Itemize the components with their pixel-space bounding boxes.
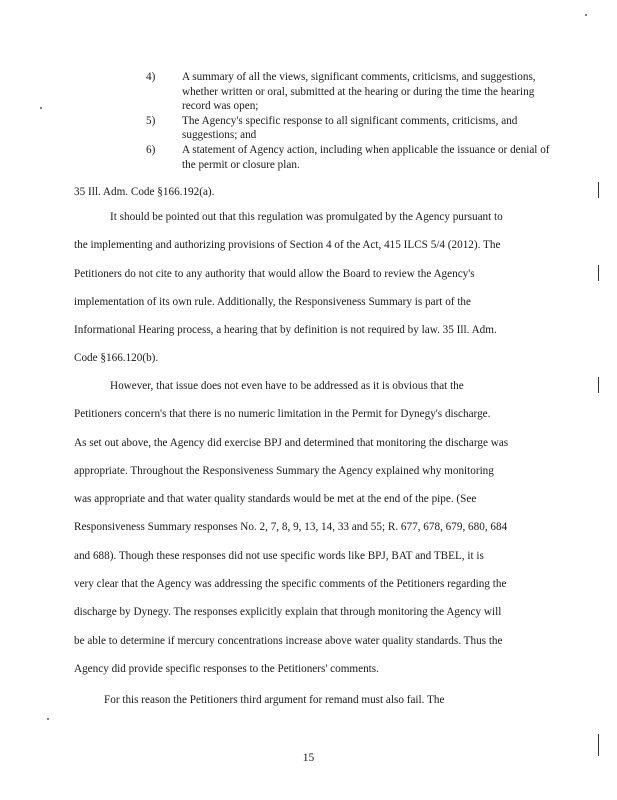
paragraph-line: For this reason the Petitioners third argument for remand must also fail. The: [104, 694, 445, 706]
paragraph-line: Agency did provide specific responses to the Petitioners' comments.: [74, 662, 379, 675]
paragraph-line: As set out above, the Agency did exercise BPJ and determined that monitoring the discharge was: [74, 436, 509, 449]
list-item: [146, 143, 556, 172]
scan-speck: [40, 107, 42, 109]
list-item-text: A summary of all the views, significant comments, criticisms, and suggestions, whether written or oral, submitted at the hearing or during the time the hearing record was open;: [182, 71, 536, 113]
paragraph-line: very clear that the Agency was addressing the specific comments of the Petitioners regarding the: [74, 578, 507, 591]
paragraph-line: discharge by Dynegy. The responses explicitly explain that through monitoring the Agency will: [74, 606, 502, 619]
page-number: 15: [302, 752, 315, 764]
paragraph-line: Informational Hearing process, a hearing that by definition is not required by law. 35 Ill. Adm.: [74, 324, 497, 337]
paragraph-line: and 688). Though these responses did not use specific words like BPJ, BAT and TBEL, it is: [74, 549, 484, 562]
paragraph-regulation: [74, 203, 554, 373]
paragraph-line: Code §166.120(b).: [74, 352, 159, 365]
numbered-list: [146, 70, 556, 172]
paragraph-line: was appropriate and that water quality standards would be met at the end of the pipe. (See: [74, 493, 477, 506]
list-item-number: 5): [146, 114, 156, 127]
paragraph-responses: [74, 372, 554, 683]
scan-mark: [598, 377, 599, 393]
paragraph-line: It should be pointed out that this regulation was promulgated by the Agency pursuant to: [110, 211, 503, 223]
citation-text: 35 Ill. Adm. Code §166.192(a).: [74, 186, 215, 198]
scan-mark: [598, 265, 599, 281]
paragraph-line: appropriate. Throughout the Responsiveness Summary the Agency explained why monitoring: [74, 464, 494, 477]
list-item-text: A statement of Agency action, including when applicable the issuance or denial of the permit or closure plan.: [182, 143, 550, 171]
scan-speck: [47, 718, 49, 720]
list-item-number: 6): [146, 143, 156, 156]
list-item-number: 4): [146, 71, 156, 83]
scan-mark: [598, 734, 599, 756]
paragraph-line: Petitioners concern's that there is no numeric limitation in the Permit for Dynegy's discharge.: [74, 408, 491, 421]
scan-speck: [585, 14, 587, 16]
scan-mark: [598, 182, 599, 198]
paragraph-conclusion: [74, 686, 554, 714]
list-item: [146, 70, 556, 114]
list-item: [146, 114, 556, 143]
list-item-text: The Agency's specific response to all significant comments, criticisms, and suggestions; and: [182, 114, 518, 142]
paragraph-line: Petitioners do not cite to any authority that would allow the Board to review the Agency's: [74, 267, 475, 280]
paragraph-line: However, that issue does not even have to be addressed as it is obvious that the: [110, 380, 464, 392]
paragraph-line: implementation of its own rule. Additionally, the Responsiveness Summary is part of the: [74, 295, 471, 308]
paragraph-line: the implementing and authorizing provisions of Section 4 of the Act, 415 ILCS 5/4 (2012). The: [74, 239, 501, 252]
paragraph-line: Responsiveness Summary responses No. 2, 7, 8, 9, 13, 14, 33 and 55; R. 677, 678, 679, 680, 684: [74, 521, 508, 534]
paragraph-line: be able to determine if mercury concentrations increase above water quality standards. Thus the: [74, 634, 503, 647]
